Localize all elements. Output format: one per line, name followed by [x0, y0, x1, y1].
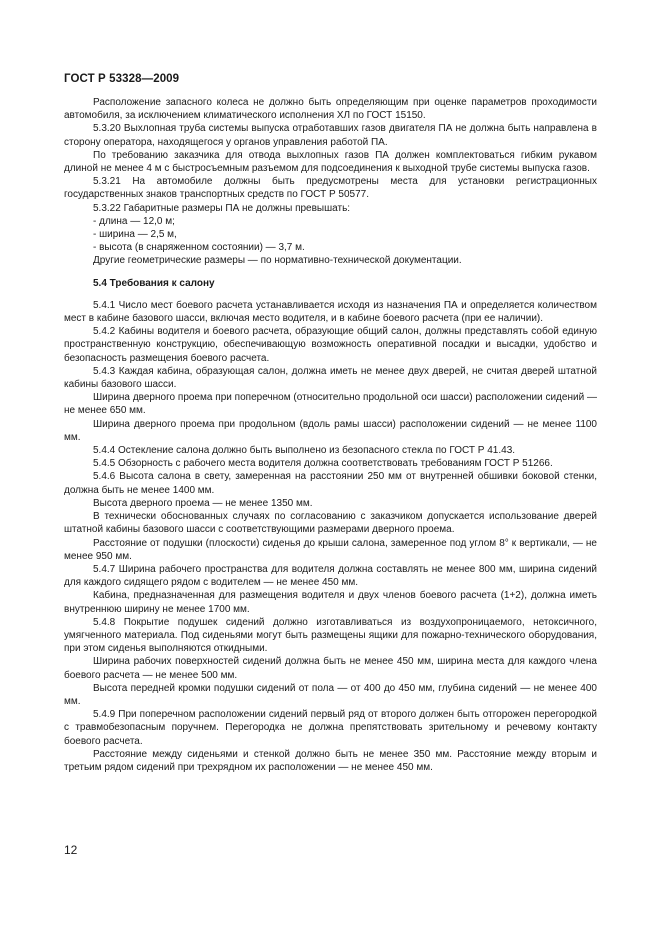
paragraph: 5.3.21 На автомобиле должны быть предусмотрены места для установки регистрационных государственных знаков транспортных средств по ГОСТ Р 50577. — [64, 176, 597, 201]
paragraph: По требованию заказчика для отвода выхлопных газов ПА должен комплектоваться гибким рукавом длиной не менее 4 м с быстросъемным разъемом для подсоединения к выходной трубе системы выпуска газов. — [64, 149, 597, 175]
page-number: 12 — [64, 843, 78, 857]
paragraph: Высота передней кромки подушки сидений от пола — от 400 до 450 мм, глубина сидений — не менее 400 мм. — [64, 682, 597, 707]
paragraph: 5.4.1 Число мест боевого расчета устанавливается исходя из назначения ПА и определяется количеством мест в кабине базового шасси, включая место водителя, и в кабине боевого расчета (при ее наличии). — [64, 299, 597, 325]
paragraph: 5.4.8 Покрытие подушек сидений должно изготавливаться из воздухопроницаемого, нетоксичного, умягченного материала. Под сиденьями могут быть размещены ящики для пожарно-технического оборудования, при этом сиденья выполняются откидными. — [64, 616, 597, 655]
document-body — [64, 96, 597, 774]
paragraph: Другие геометрические размеры — по нормативно-технической документации. — [93, 255, 462, 267]
paragraph: 5.4.4 Остекление салона должно быть выполнено из безопасного стекла по ГОСТ Р 41.43. — [93, 445, 516, 457]
paragraph: 5.4.5 Обзорность с рабочего места водителя должна соответствовать требованиям ГОСТ Р 51266. — [93, 458, 553, 470]
paragraph: 5.4.9 При поперечном расположении сидений первый ряд от второго должен быть отгорожен перегородкой с травмобезопасным поручнем. Перегородка не должна препятствовать зрительному и речевому контакту боевого расчета. — [64, 709, 597, 747]
list-item: - высота (в снаряженном состоянии) — 3,7 м. — [93, 242, 305, 254]
paragraph: В технически обоснованных случаях по согласованию с заказчиком допускается использование дверей штатной кабины базового шасси с соответствующими размерами дверного проема. — [64, 511, 597, 536]
paragraph: 5.4.7 Ширина рабочего пространства для водителя должна составлять не менее 800 мм, ширина сидений для каждого сидящего рядом с водителем — не менее 450 мм. — [64, 563, 597, 589]
paragraph: 5.3.22 Габаритные размеры ПА не должны превышать: — [93, 202, 351, 214]
paragraph: Ширина дверного проема при поперечном (относительно продольной оси шасси) расположении сидений — не менее 650 мм. — [64, 392, 597, 417]
paragraph: Расстояние между сиденьями и стенкой должно быть не менее 350 мм. Расстояние между вторым и третьим рядом сидений при трехрядном их расположении — не менее 450 мм. — [64, 748, 597, 773]
paragraph: Ширина рабочих поверхностей сидений должна быть не менее 450 мм, ширина места для каждого члена боевого расчета — не менее 500 мм. — [64, 656, 597, 681]
paragraph: Высота дверного проема — не менее 1350 мм. — [93, 497, 313, 509]
paragraph: 5.4.6 Высота салона в свету, замеренная на расстоянии 250 мм от внутренней обшивки боковой стенки, должна быть не менее 1400 мм. — [64, 471, 597, 496]
document-header: ГОСТ Р 53328—2009 — [64, 73, 180, 85]
list-item: - длина — 12,0 м; — [93, 215, 175, 227]
paragraph: Расположение запасного колеса не должно быть определяющим при оценке параметров проходимости автомобиля, за исключением климатического исполнения ХЛ по ГОСТ 15150. — [64, 97, 597, 122]
section-title: 5.4 Требования к салону — [93, 277, 215, 289]
list-item: - ширина — 2,5 м, — [93, 229, 177, 241]
paragraph: Ширина дверного проема при продольном (вдоль рамы шасси) расположении сидений — не менее 1100 мм. — [64, 418, 597, 443]
paragraph: Кабина, предназначенная для размещения водителя и двух членов боевого расчета (1+2), должна иметь внутреннюю ширину не менее 1700 мм. — [64, 590, 597, 615]
paragraph: 5.3.20 Выхлопная труба системы выпуска отработавших газов двигателя ПА не должна быть направлена в сторону оператора, находящегося у органов управления работой ПА. — [64, 123, 597, 148]
paragraph: 5.4.2 Кабины водителя и боевого расчета, образующие общий салон, должны представлять собой единую пространственную конструкцию, обеспечивающую возможность оперативной посадки и высадки, удобство и безопасность размещения боевого расчета. — [64, 326, 597, 364]
paragraph: Расстояние от подушки (плоскости) сиденья до крыши салона, замеренное под углом 8° к вертикали, — не менее 950 мм. — [64, 537, 597, 562]
paragraph: 5.4.3 Каждая кабина, образующая салон, должна иметь не менее двух дверей, не считая дверей штатной кабины базового шасси. — [64, 365, 597, 391]
